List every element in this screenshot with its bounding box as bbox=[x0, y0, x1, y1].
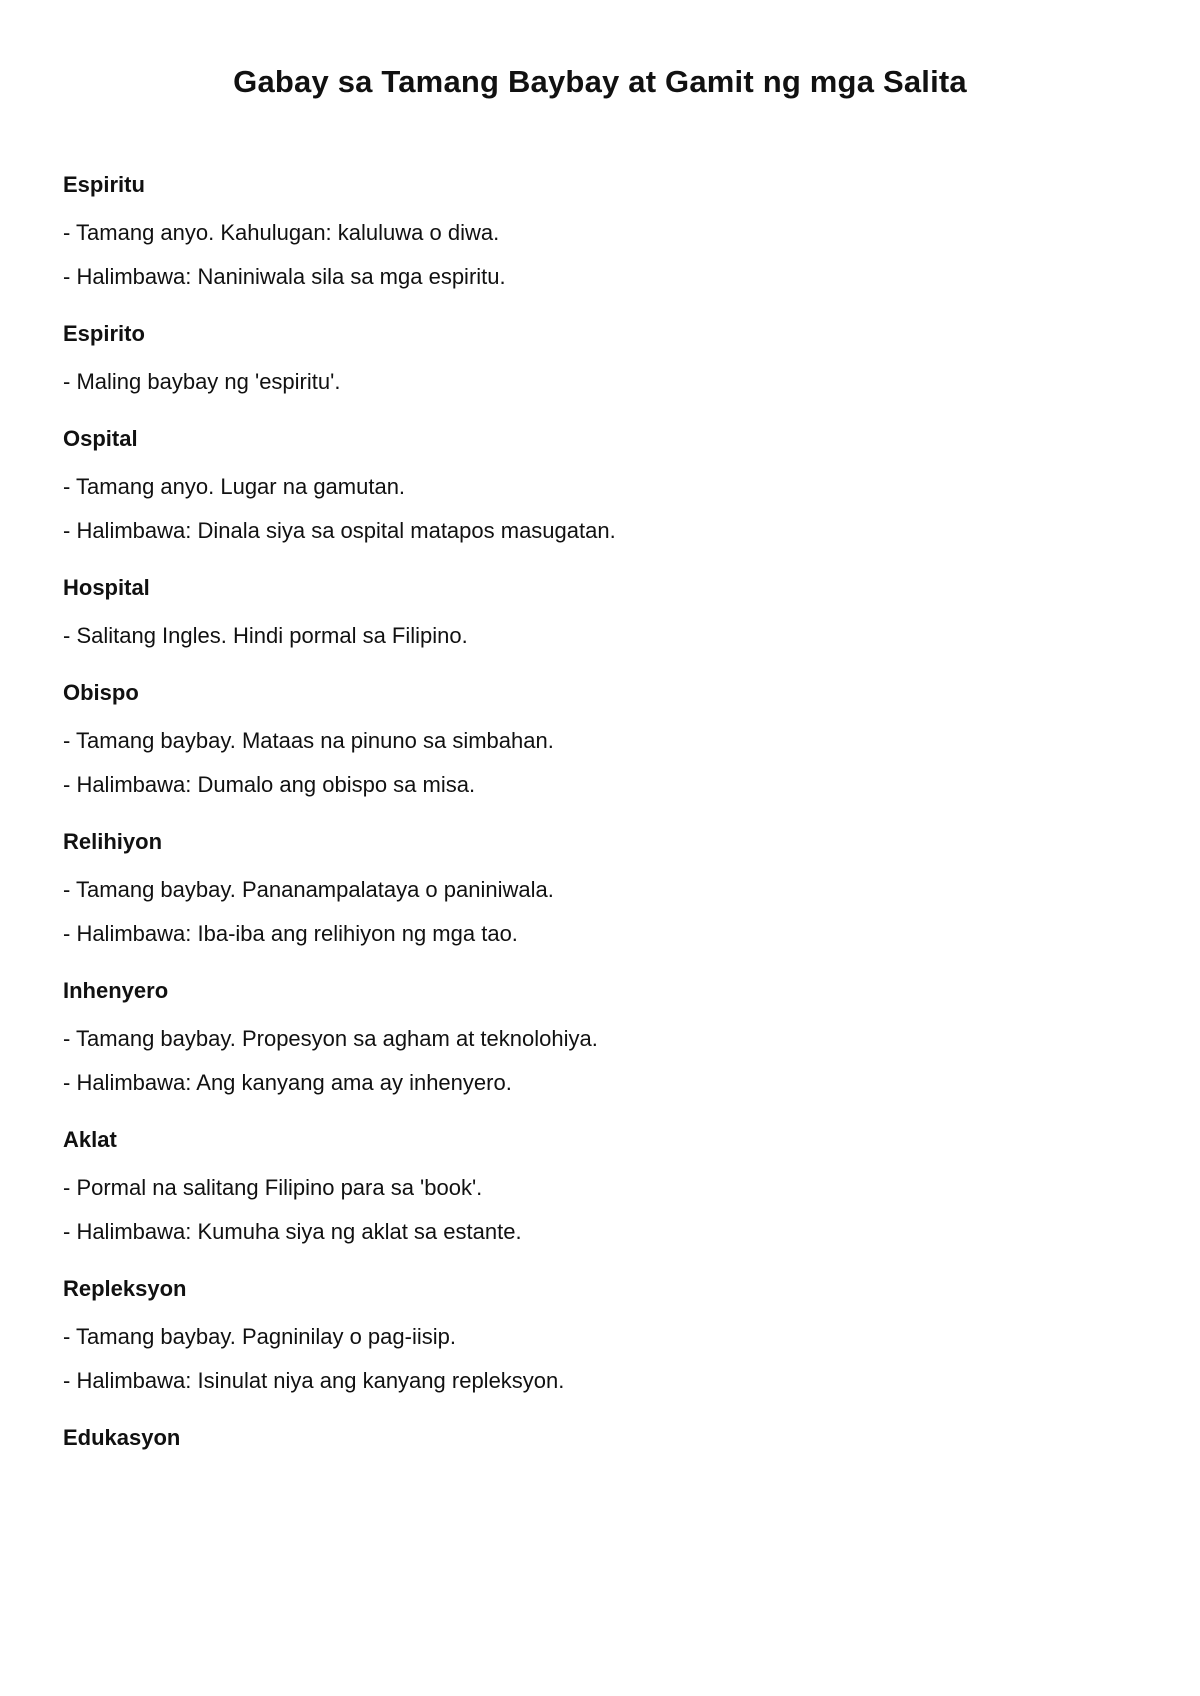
entry-aklat bbox=[63, 1122, 1137, 1254]
entry-list bbox=[63, 167, 1137, 1456]
entry-espiritu bbox=[63, 167, 1137, 299]
entry-edukasyon bbox=[63, 1420, 1137, 1456]
entry-line: - Halimbawa: Kumuha siya ng aklat sa estante. bbox=[63, 1219, 522, 1244]
entry-line: - Halimbawa: Dinala siya sa ospital matapos masugatan. bbox=[63, 518, 616, 543]
entry-line: - Tamang anyo. Kahulugan: kaluluwa o diwa. bbox=[63, 220, 500, 245]
entry-term: Inhenyero bbox=[63, 978, 169, 1003]
entry-term: Hospital bbox=[63, 575, 150, 600]
entry-line: - Salitang Ingles. Hindi pormal sa Filipino. bbox=[63, 623, 468, 648]
entry-term: Repleksyon bbox=[63, 1276, 187, 1301]
entry-term: Relihiyon bbox=[63, 829, 163, 854]
entry-line: - Tamang baybay. Pagninilay o pag-iisip. bbox=[63, 1324, 456, 1349]
entry-obispo bbox=[63, 675, 1137, 807]
entry-line: - Tamang baybay. Pananampalataya o paniniwala. bbox=[63, 877, 554, 902]
entry-line: - Halimbawa: Dumalo ang obispo sa misa. bbox=[63, 772, 476, 797]
entry-line: - Halimbawa: Ang kanyang ama ay inhenyero. bbox=[63, 1070, 512, 1095]
entry-line: - Halimbawa: Iba-iba ang relihiyon ng mga tao. bbox=[63, 921, 518, 946]
entry-term: Espirito bbox=[63, 321, 145, 346]
entry-repleksyon bbox=[63, 1271, 1137, 1403]
entry-relihiyon bbox=[63, 824, 1137, 956]
entry-term: Obispo bbox=[63, 680, 139, 705]
entry-inhenyero bbox=[63, 973, 1137, 1105]
entry-line: - Tamang baybay. Mataas na pinuno sa simbahan. bbox=[63, 728, 554, 753]
entry-line: - Tamang baybay. Propesyon sa agham at teknolohiya. bbox=[63, 1026, 598, 1051]
entry-line: - Pormal na salitang Filipino para sa 'book'. bbox=[63, 1175, 483, 1200]
entry-line: - Tamang anyo. Lugar na gamutan. bbox=[63, 474, 406, 499]
entry-line: - Halimbawa: Naniniwala sila sa mga espiritu. bbox=[63, 264, 506, 289]
document-title: Gabay sa Tamang Baybay at Gamit ng mga Salita bbox=[233, 64, 967, 99]
entry-term: Edukasyon bbox=[63, 1425, 181, 1450]
entry-line: - Maling baybay ng 'espiritu'. bbox=[63, 369, 341, 394]
entry-term: Aklat bbox=[63, 1127, 117, 1152]
entry-term: Ospital bbox=[63, 426, 138, 451]
entry-ospital bbox=[63, 421, 1137, 553]
entry-term: Espiritu bbox=[63, 172, 145, 197]
entry-line: - Halimbawa: Isinulat niya ang kanyang repleksyon. bbox=[63, 1368, 565, 1393]
entry-espirito bbox=[63, 316, 1137, 404]
entry-hospital bbox=[63, 570, 1137, 658]
